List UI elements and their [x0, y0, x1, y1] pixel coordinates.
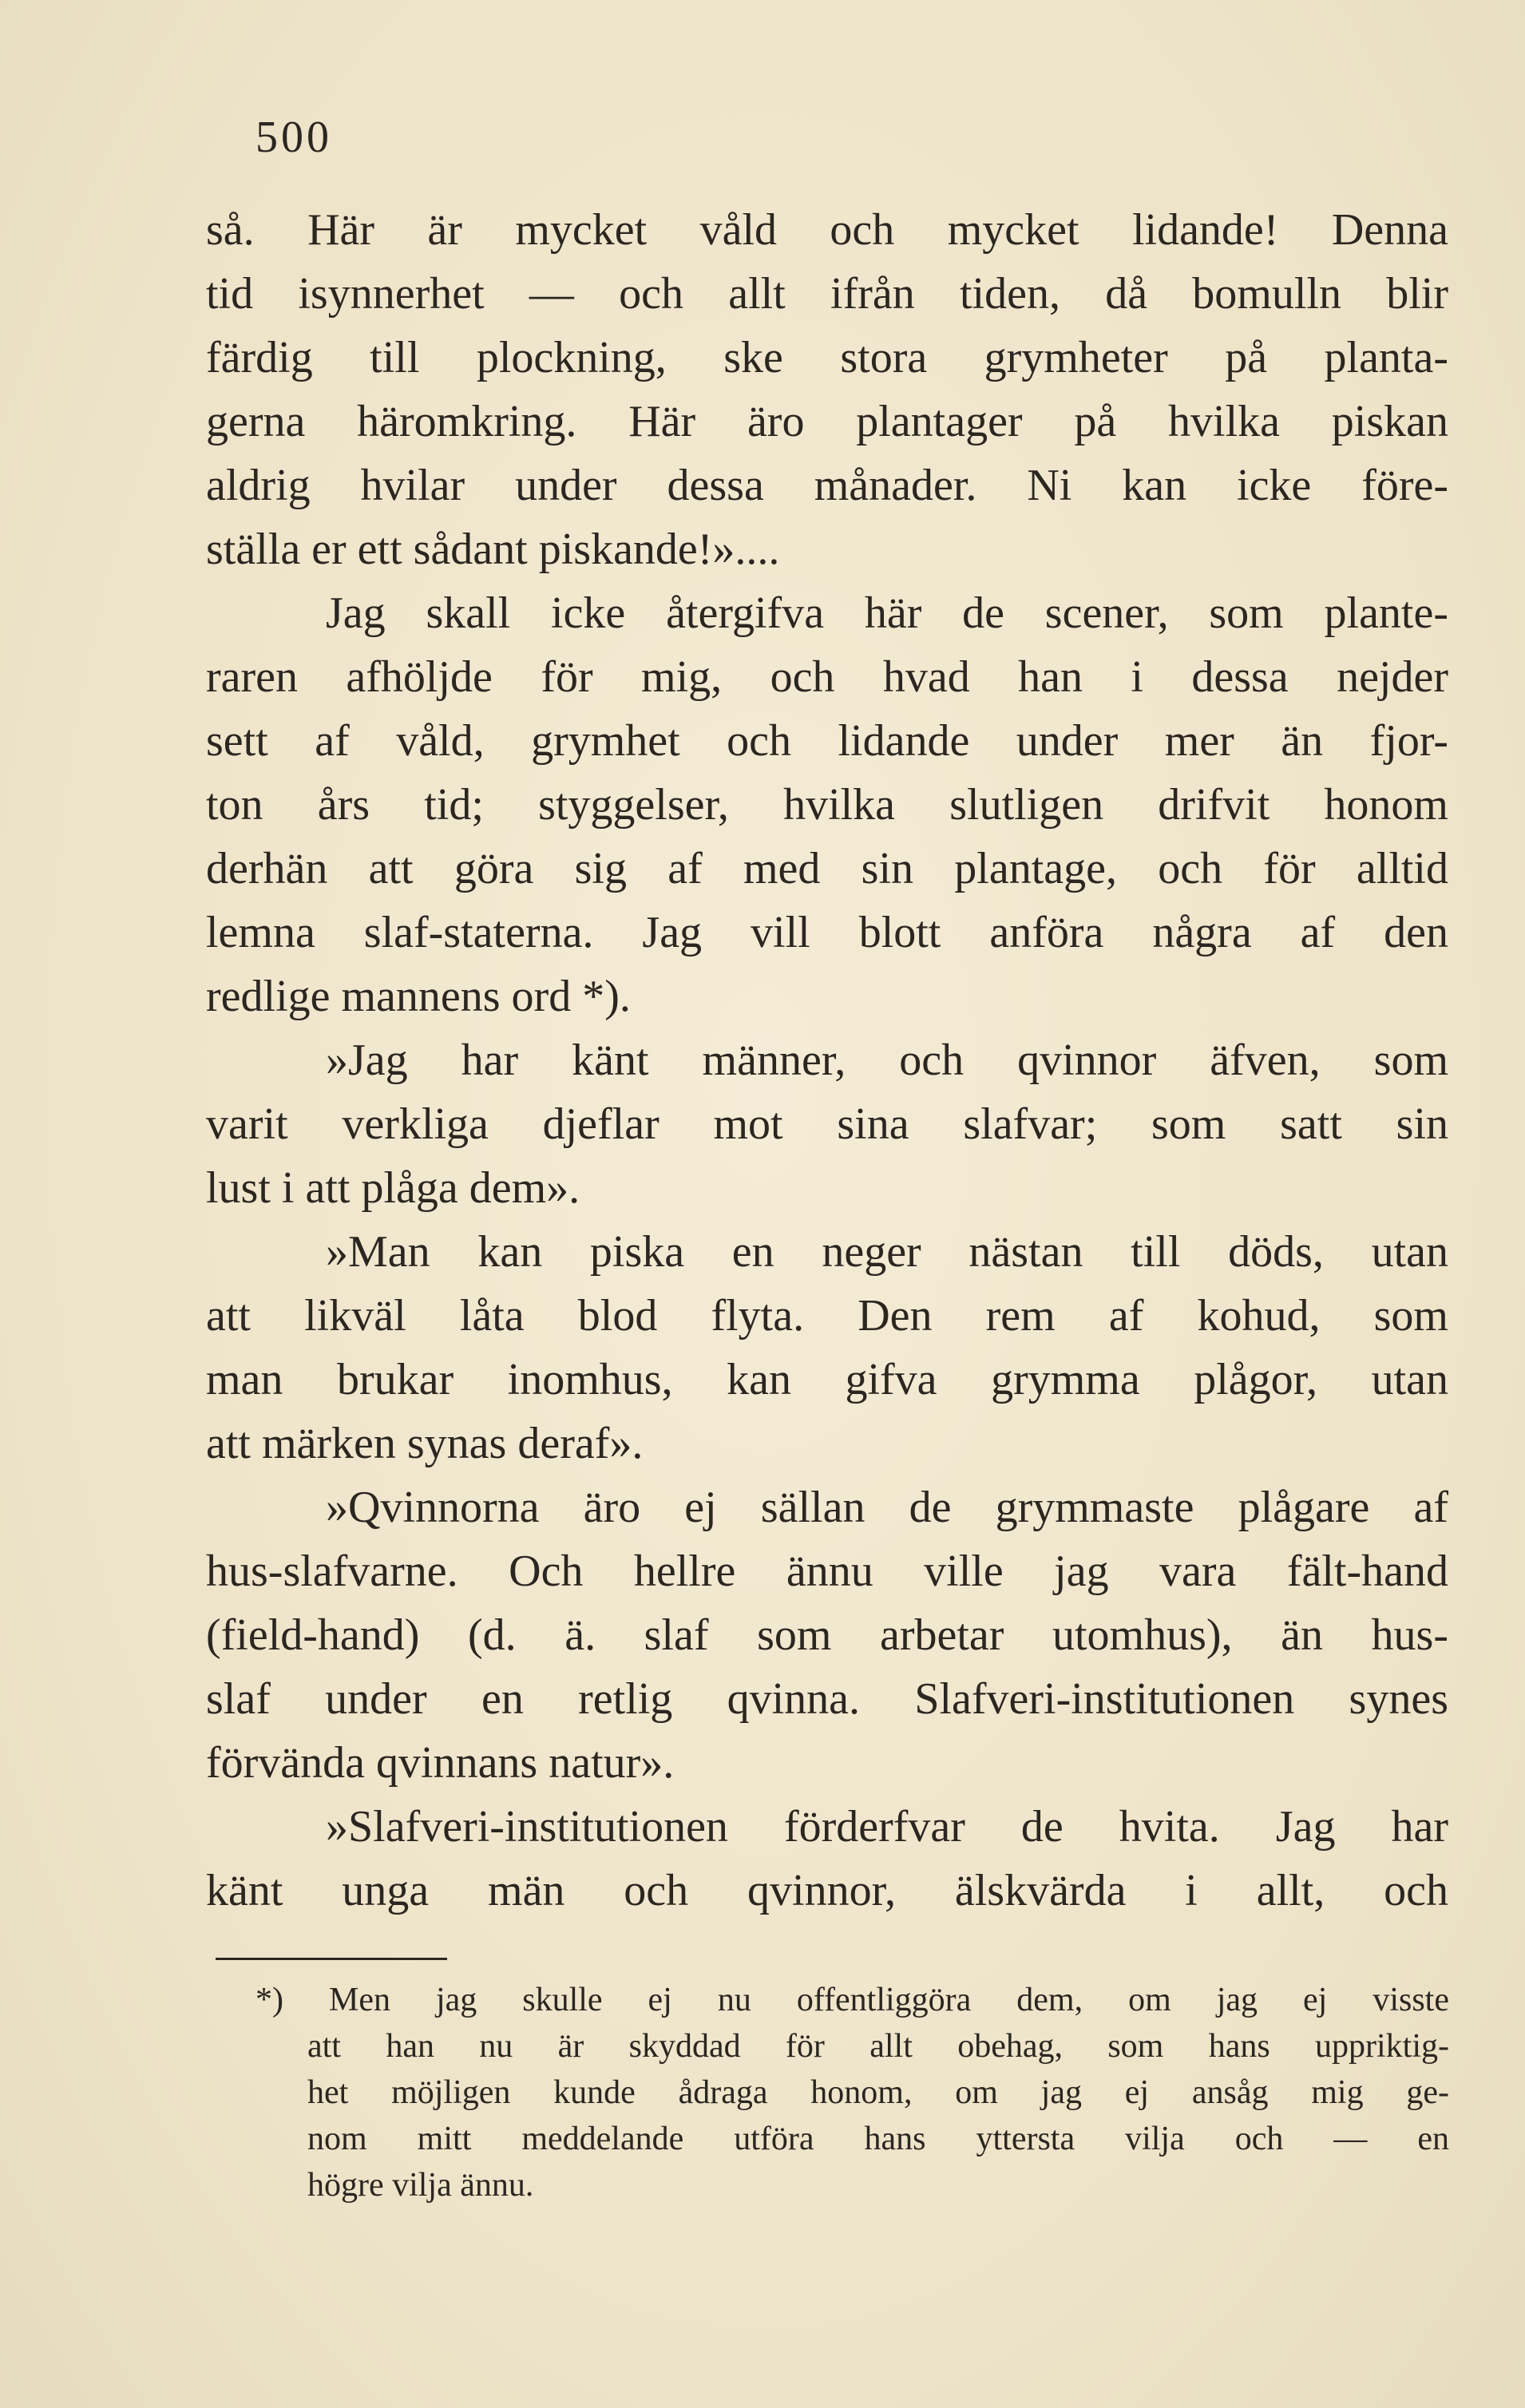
text-line: »Slafveri-institutionen förderfvar de hvita. Jag har — [326, 1802, 1448, 1852]
text-line: Jag skall icke återgifva här de scener, som plante- — [326, 588, 1448, 638]
text-line: lemna slaf-staterna. Jag vill blott anföra några af den — [206, 908, 1448, 957]
text-line: ställa er ett sådant piskande!».... — [206, 525, 780, 574]
text-line: raren afhöljde för mig, och hvad han i dessa nejder — [206, 652, 1448, 702]
text-line: färdig till plockning, ske stora grymheter på planta- — [206, 333, 1448, 382]
footnote-divider — [216, 1958, 447, 1960]
footnote-line: het möjligen kunde ådraga honom, om jag ej ansåg mig ge- — [307, 2074, 1449, 2111]
footnote — [255, 1977, 1449, 2208]
text-line: man brukar inomhus, kan gifva grymma plågor, utan — [206, 1355, 1448, 1404]
footnote-line: högre vilja ännu. — [307, 2167, 534, 2204]
footnote-line: nom mitt meddelande utföra hans yttersta vilja och — en — [307, 2121, 1449, 2157]
text-line: derhän att göra sig af med sin plantage, och för alltid — [206, 844, 1448, 893]
text-line: tid isynnerhet — och allt ifrån tiden, då bomulln blir — [206, 269, 1448, 319]
text-line: lust i att plåga dem». — [206, 1163, 580, 1213]
text-line: gerna häromkring. Här äro plantager på hvilka piskan — [206, 397, 1448, 446]
text-line: förvända qvinnans natur». — [206, 1738, 675, 1788]
text-line: redlige mannens ord *). — [206, 972, 631, 1021]
text-line: varit verkliga djeflar mot sina slafvar; som satt sin — [206, 1099, 1448, 1149]
text-line: (field-hand) (d. ä. slaf som arbetar utomhus), än hus- — [206, 1610, 1448, 1660]
text-line: att likväl låta blod flyta. Den rem af kohud, som — [206, 1291, 1448, 1341]
text-line: att märken synas deraf». — [206, 1419, 644, 1468]
text-line: så. Här är mycket våld och mycket lidande! Denna — [206, 205, 1448, 255]
text-line: ton års tid; styggelser, hvilka slutligen drifvit honom — [206, 780, 1448, 830]
text-line: känt unga män och qvinnor, älskvärda i allt, och — [206, 1866, 1448, 1915]
text-line: aldrig hvilar under dessa månader. Ni kan icke före- — [206, 461, 1448, 510]
footnote-line: att han nu är skyddad för allt obehag, som hans uppriktig- — [307, 2028, 1449, 2065]
text-line: »Man kan piska en neger nästan till döds, utan — [326, 1227, 1448, 1277]
text-line: »Jag har känt männer, och qvinnor äfven, som — [326, 1036, 1448, 1085]
body-text — [206, 198, 1448, 1923]
page-number: 500 — [255, 113, 332, 162]
text-line: »Qvinnorna äro ej sällan de grymmaste plågare af — [326, 1483, 1448, 1532]
text-line: sett af våld, grymhet och lidande under mer än fjor- — [206, 716, 1448, 766]
text-line: slaf under en retlig qvinna. Slafveri-institutionen synes — [206, 1674, 1448, 1724]
text-line: hus-slafvarne. Och hellre ännu ville jag vara fält-hand — [206, 1547, 1448, 1596]
footnote-line: *) Men jag skulle ej nu offentliggöra dem, om jag ej visste — [255, 1982, 1449, 2018]
